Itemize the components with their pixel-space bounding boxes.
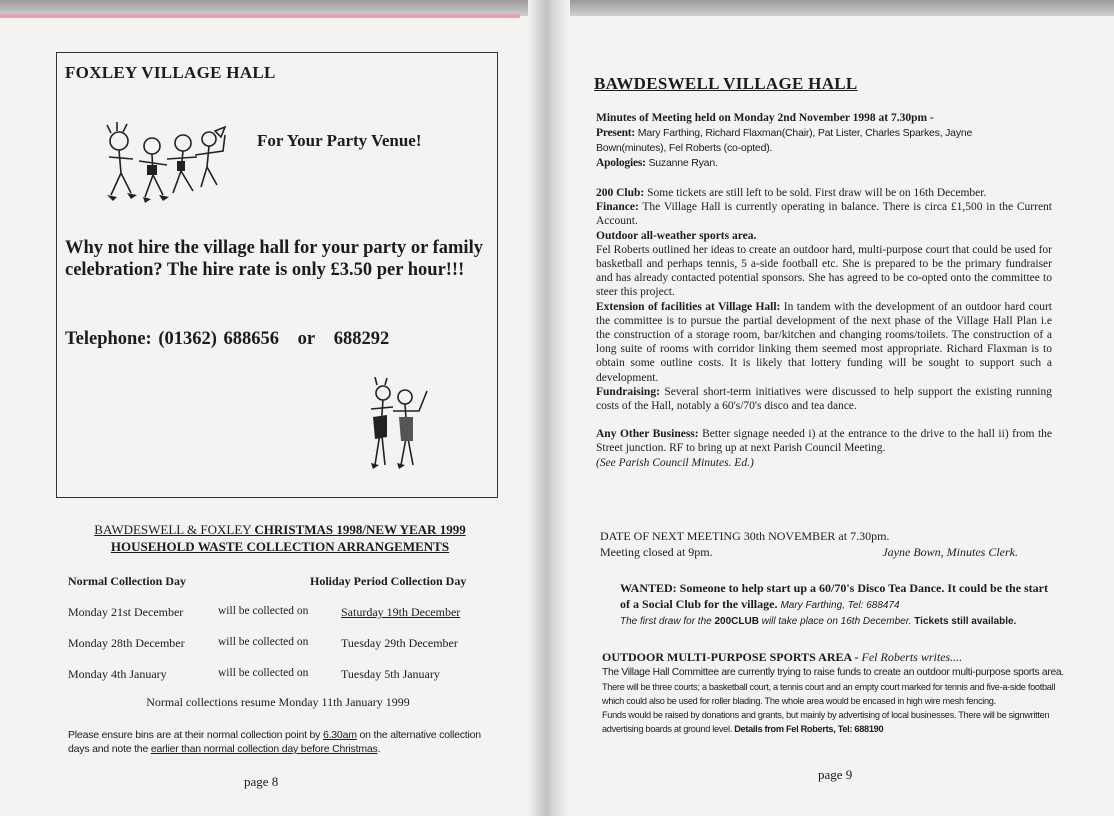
collections-resume-note: Normal collections resume Monday 11th January 1999 [146,695,410,709]
page-8 [0,18,530,816]
next-meeting-date: DATE OF NEXT MEETING 30th NOVEMBER at 7.30pm. [600,529,890,543]
aob-label: Any Other Business: [596,428,699,441]
outdoor-text: Fel Roberts outlined her ideas to create an outdoor hard, multi-purpose court that could be used for basketball and perhaps tennis, 5 a-side football etc. She is prepared to be the primary fundraiser and has already contacted potential sponsors. She has agreed to be co-opted onto the committee to steer this project. [596,243,1052,299]
telephone-alt-number: 688292 [333,329,390,349]
sports-area-heading [602,650,962,665]
dancing-party-people-illustration [97,113,227,208]
club-label: 200 Club: [596,187,645,199]
bins-notice-part-3: earlier than normal collection day before Christmas [150,743,378,755]
outdoor-label: Outdoor all-weather sports area. [596,229,757,242]
normal-day: Monday 28th December [68,636,185,650]
holiday-day-column-header: Holiday Period Collection Day [310,574,467,588]
fundraising-label: Fundraising: [596,385,660,398]
fundraising-text: Several short-term initiatives were discussed to help support the existing running costs of the Hall, notably a 60's/70's disco and tea dance. [596,385,1052,413]
sports-paragraph-3: Funds would be raised by donations and grants, but mainly by advertising of local businesses. There will be signwritten advertising boards at ground level. [602,710,1050,734]
apologies-text: Suzanne Ryan. [648,157,718,169]
collected-on: will be collected on [218,636,309,648]
sports-heading-title: OUTDOOR MULTI-PURPOSE SPORTS AREA - [602,650,862,664]
heading-waste: HOUSEHOLD WASTE COLLECTION ARRANGEMENTS [110,539,450,554]
finance-text: The Village Hall is currently operating in balance. There is circa £1,500 in the Current Account. [596,201,1053,228]
extension-text: In tandem with the development of an outdoor hard court the committee is to pursue the partial development of the next phase of the Village Hall Plan i.e the construction of a storage room, bar/kitchen and changing rooms/toilets. The construction of a long suite of rooms with corridor linking them seemed most appropriate. Richard Flaxman is to obtain some outline costs. It is likely that lottery funding will be sought to support such a development. [596,300,1053,384]
party-venue-tagline: For Your Party Venue! [257,131,422,150]
wanted-text: WANTED: Someone to help start up a 60/70's Disco Tea Dance. It could be the start of a Social Club for the village. [620,581,1049,611]
collected-on: will be collected on [218,667,309,679]
normal-day: Monday 21st December [68,605,184,619]
sports-paragraph-2: There will be three courts; a basketball court, a tennis court and an empty court marked for tennis and five-a-side football which could also be used for roller blading. The whole area would be encased in high wire mesh fencing. [602,682,1056,706]
normal-day-column-header: Normal Collection Day [68,574,186,588]
heading-villages: BAWDESWELL & FOXLEY [94,522,255,537]
holiday-day: Saturday 19th December [341,605,461,619]
bins-notice-part-1: Please ensure bins are at their normal collection point by [68,729,323,741]
club-text: Some tickets are still left to be sold. First draw will be on 16th December. [647,187,987,199]
telephone-line [65,329,401,350]
page-9 [570,18,1114,816]
meeting-closed: Meeting closed at 9pm. [600,545,713,559]
aob-text: Better signage needed i) at the entrance to the drive to the hall ii) from the Street junction. RF to bring up at next Parish Council Meeting. [596,428,1053,455]
normal-day: Monday 4th January [68,667,167,681]
draw-note-part-1: The first draw for the [620,616,715,627]
aob-note: (See Parish Council Minutes. Ed.) [596,456,754,469]
wanted-notice [620,580,1060,630]
extension-label: Extension of facilities at Village Hall: [596,300,781,313]
foxley-advert-box [56,52,498,498]
telephone-or: or [297,329,316,349]
heading-season: CHRISTMAS 1998/NEW YEAR 1999 [254,522,466,537]
sports-area-text [602,666,1064,736]
minutes-header [596,111,996,171]
draw-note-tickets: Tickets still available. [914,616,1017,627]
page-gutter [528,0,570,816]
hire-rate-text: Why not hire the village hall for your party or family celebration? The hire rate is only £3.50 per hour!!! [65,238,483,280]
minutes-body [596,186,1052,470]
present-label: Present: [596,127,636,139]
finance-label: Finance: [596,201,639,214]
collected-on: will be collected on [218,605,309,617]
christmas-collection-heading [60,521,500,555]
sports-heading-author: Fel Roberts writes.... [861,650,963,664]
wanted-contact: Mary Farthing, Tel: 688474 [780,600,900,611]
holiday-day: Tuesday 5th January [341,667,440,681]
page-number-9: page 9 [818,767,853,782]
couple-dancing-illustration [353,377,433,472]
apologies-label: Apologies: [596,157,646,169]
next-meeting-block [600,528,1048,560]
foxley-title: FOXLEY VILLAGE HALL [65,63,276,82]
bawdeswell-title: BAWDESWELL VILLAGE HALL [594,74,858,93]
bins-notice [68,728,488,756]
page-number-8: page 8 [244,774,279,789]
bins-notice-part-4: . [377,743,381,755]
telephone-number: Telephone: (01362) 688656 [65,329,280,349]
first-draw-note [620,614,1060,630]
minutes-heading: Minutes of Meeting held on Monday 2nd November 1998 at 7.30pm - [596,112,934,124]
sports-details-contact: Details from Fel Roberts, Tel: 688190 [734,724,884,734]
sports-paragraph-1: The Village Hall Committee are currently trying to raise funds to create an outdoor multi-purpose sports area. [602,667,1064,678]
draw-note-club: 200CLUB [714,616,759,627]
minutes-clerk: Jayne Bown, Minutes Clerk. [882,545,1018,559]
bins-notice-part-2: on the alternative collection days and note the [68,729,481,755]
draw-note-part-2: will take place on 16th December. [758,616,912,627]
present-text: Mary Farthing, Richard Flaxman(Chair), Pat Lister, Charles Sparkes, Jayne Bown(minutes), Fel Roberts (co-opted). [596,127,973,154]
holiday-day: Tuesday 29th December [341,636,458,650]
bins-notice-time: 6.30am [322,729,357,741]
